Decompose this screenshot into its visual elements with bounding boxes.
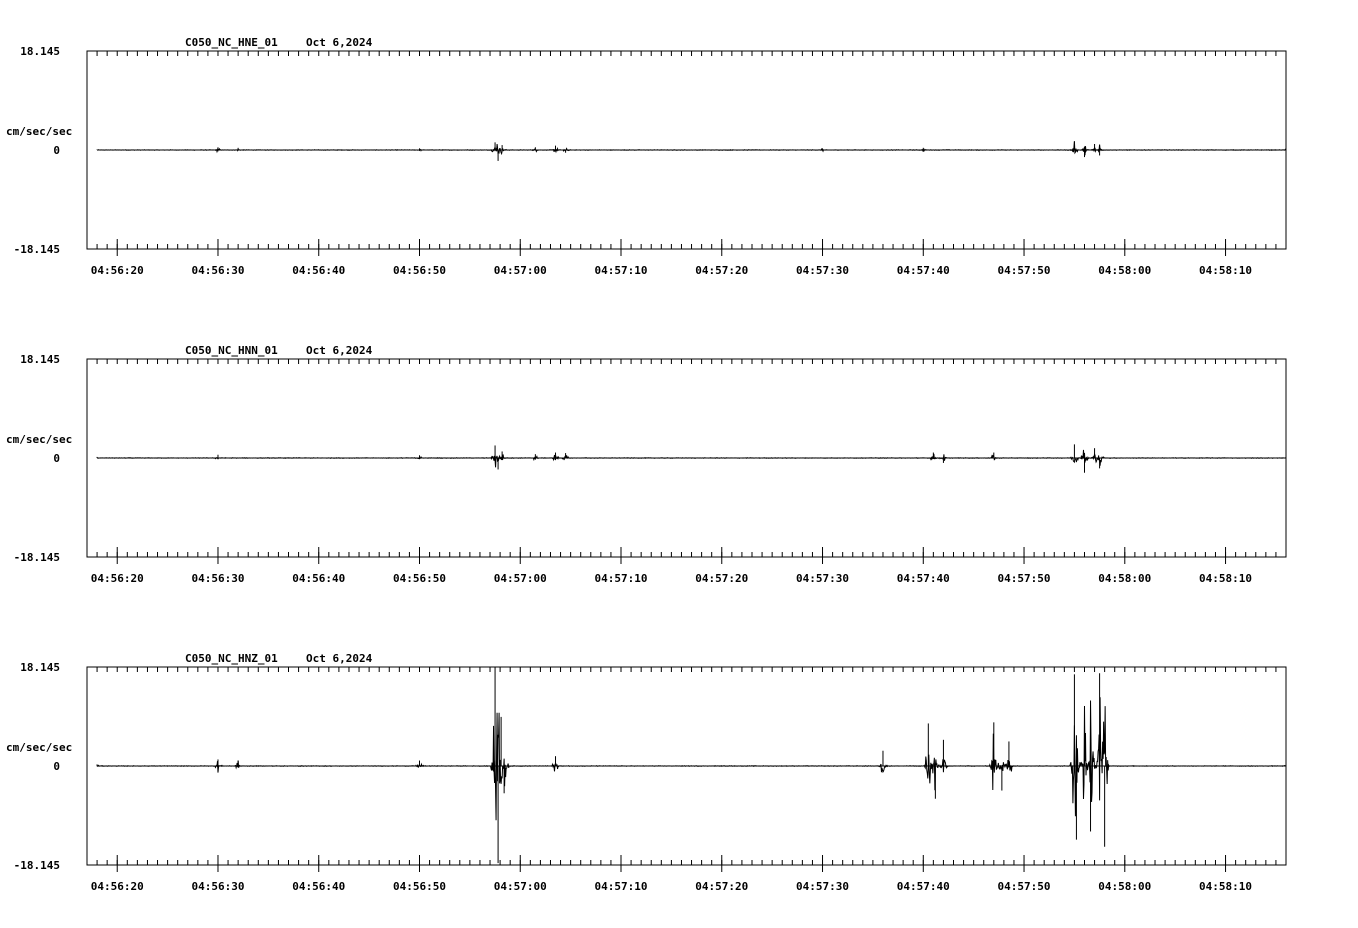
- x-tick-label: 04:56:20: [90, 572, 144, 585]
- x-tick-label: 04:57:40: [896, 264, 950, 277]
- x-tick-label: 04:56:30: [191, 572, 245, 585]
- station-title: C050_NC_HNE_01: [185, 36, 278, 49]
- x-tick-label: 04:56:40: [292, 880, 346, 893]
- x-tick-label: 04:58:00: [1098, 880, 1152, 893]
- x-tick-label: 04:57:30: [796, 264, 850, 277]
- x-tick-label: 04:57:40: [896, 880, 950, 893]
- x-tick-label: 04:56:40: [292, 264, 346, 277]
- x-tick-label: 04:58:00: [1098, 572, 1152, 585]
- y-tick-label: 18.145: [20, 45, 60, 58]
- plot-date: Oct 6,2024: [306, 344, 373, 357]
- x-tick-label: 04:57:50: [997, 572, 1051, 585]
- y-tick-label: -18.145: [13, 243, 60, 256]
- y-tick-label: 0: [53, 452, 60, 465]
- x-tick-label: 04:58:10: [1199, 880, 1253, 893]
- y-axis-label: cm/sec/sec: [6, 125, 73, 138]
- x-tick-label: 04:56:50: [393, 572, 446, 585]
- x-tick-label: 04:56:50: [393, 264, 446, 277]
- x-tick-label: 04:56:40: [292, 572, 346, 585]
- y-tick-label: -18.145: [13, 859, 60, 872]
- y-tick-label: 0: [53, 760, 60, 773]
- x-tick-label: 04:56:20: [90, 264, 144, 277]
- x-tick-label: 04:57:30: [796, 880, 850, 893]
- x-tick-label: 04:57:20: [695, 264, 749, 277]
- x-tick-label: 04:57:50: [997, 880, 1051, 893]
- x-tick-label: 04:56:30: [191, 880, 245, 893]
- x-tick-label: 04:57:20: [695, 572, 749, 585]
- y-tick-label: 18.145: [20, 353, 60, 366]
- x-tick-label: 04:57:00: [493, 572, 547, 585]
- waveform-trace: [97, 697, 1286, 820]
- y-axis-label: cm/sec/sec: [6, 741, 73, 754]
- y-tick-label: -18.145: [13, 551, 60, 564]
- station-title: C050_NC_HNN_01: [185, 344, 278, 357]
- x-tick-label: 04:58:10: [1199, 572, 1253, 585]
- x-tick-label: 04:57:40: [896, 572, 950, 585]
- plot-date: Oct 6,2024: [306, 652, 373, 665]
- plot-date: Oct 6,2024: [306, 36, 373, 49]
- station-title: C050_NC_HNZ_01: [185, 652, 278, 665]
- x-tick-label: 04:58:10: [1199, 264, 1253, 277]
- waveform-trace: [97, 450, 1286, 467]
- y-axis-label: cm/sec/sec: [6, 433, 73, 446]
- y-tick-label: 18.145: [20, 661, 60, 674]
- x-tick-label: 04:58:00: [1098, 264, 1152, 277]
- x-tick-label: 04:56:50: [393, 880, 446, 893]
- x-tick-label: 04:57:20: [695, 880, 749, 893]
- x-tick-label: 04:57:00: [493, 264, 547, 277]
- x-tick-label: 04:56:20: [90, 880, 144, 893]
- x-tick-label: 04:57:30: [796, 572, 850, 585]
- y-tick-label: 0: [53, 144, 60, 157]
- x-tick-label: 04:57:50: [997, 264, 1051, 277]
- waveform-trace: [97, 141, 1286, 155]
- x-tick-label: 04:56:30: [191, 264, 245, 277]
- x-tick-label: 04:57:10: [594, 880, 648, 893]
- x-tick-label: 04:57:10: [594, 572, 648, 585]
- x-tick-label: 04:57:00: [493, 880, 547, 893]
- x-tick-label: 04:57:10: [594, 264, 648, 277]
